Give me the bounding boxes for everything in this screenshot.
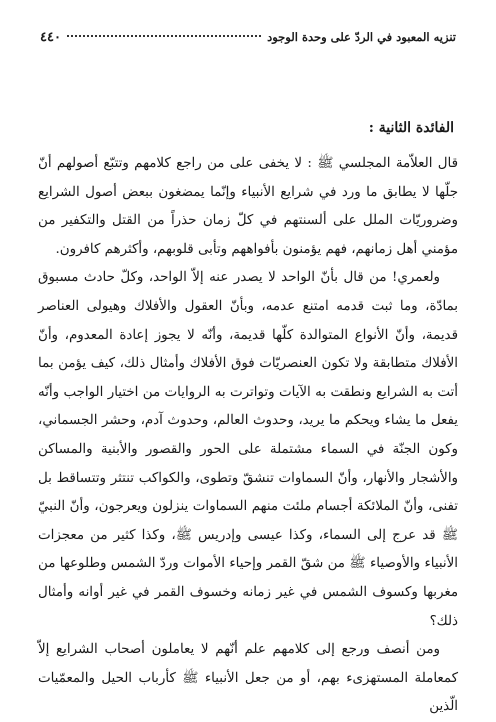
header-dot-leader [67,35,261,37]
running-title: تنزيه المعبود في الردّ على وحدة الوجود [267,30,456,44]
running-header [40,30,456,52]
paragraph-3: ومن أنصف ورجع إلى كلامهم علم أنّهم لا يعاملون أصحاب الشرايع إلاّ كمعاملة المستهزىء بهم، أو من جعل الأنبياء ﷺ كأرباب الحيل والمعمّيات الّذين [38,642,458,715]
paragraph-2: ولعمري! من قال بأنّ الواحد لا يصدر عنه إلاّ الواحد، وكلّ حادث مسبوق بمادّة، وما ثبت قدمه امتنع عدمه، وبأنّ العقول والأفلاك وهيولى العناصر قديمة، وأنّ الأنواع المتوالدة كلّها قديمة، وأنّه لا يجوز إعادة المعدوم، وأنّ الأفلاك متطابقة ولا تكون العنصريّات فوق الأفلاك وأمثال ذلك، كيف يؤمن بما أتت به الشرايع ونطقت به الآيات وتواترت به الروايات من اختيار الواجب وأنّه يفعل ما يشاء ويحكم ما يريد، وحدوث العالم، وحدوث آدم، وحشر الجسماني، وكون الجنّة في السماء مشتملة على الحور والقصور والأبنية والمساكن والأشجار والأنهار، وأنّ السماوات تنشقّ وتطوى، والكواكب تنتثر وتتساقط بل تفنى، وأنّ الملائكة أجسام ملئت منهم السماوات ينزلون ويعرجون، وأنّ النبيّ ﷺ قد عرج إلى السماء، وكذا عيسى وإدريس ﷺ، وكذا كثير من معجزات الأنبياء والأوصياء ﷺ من شقّ القمر وإحياء الأموات وردّ الشمس وطلوعها من مغربها وكسوف الشمس في غير زمانه وخسوف القمر في غير أوانه وأمثال ذلك؟ [38,270,458,629]
paragraph-1: قال العلاّمة المجلسي ﷺ : لا يخفى على من راجع كلامهم وتتبّع أصولهم أنّ جلّها لا يطابق ما ورد في شرايع الأنبياء وإنّما يمضغون ببعض أصول الشرايع وضروريّات الملل على ألسنتهم في كلّ زمان حذراً من القتل والتكفير من مؤمني أهل زمانهم، فهم يؤمنون بأفواههم وتأبى قلوبهم، وأكثرهم كافرون. [38,156,458,257]
body-text [38,150,458,722]
section-heading: الفائدة الثانية : [368,120,454,136]
page-number: ٤٤٠ [40,30,61,45]
